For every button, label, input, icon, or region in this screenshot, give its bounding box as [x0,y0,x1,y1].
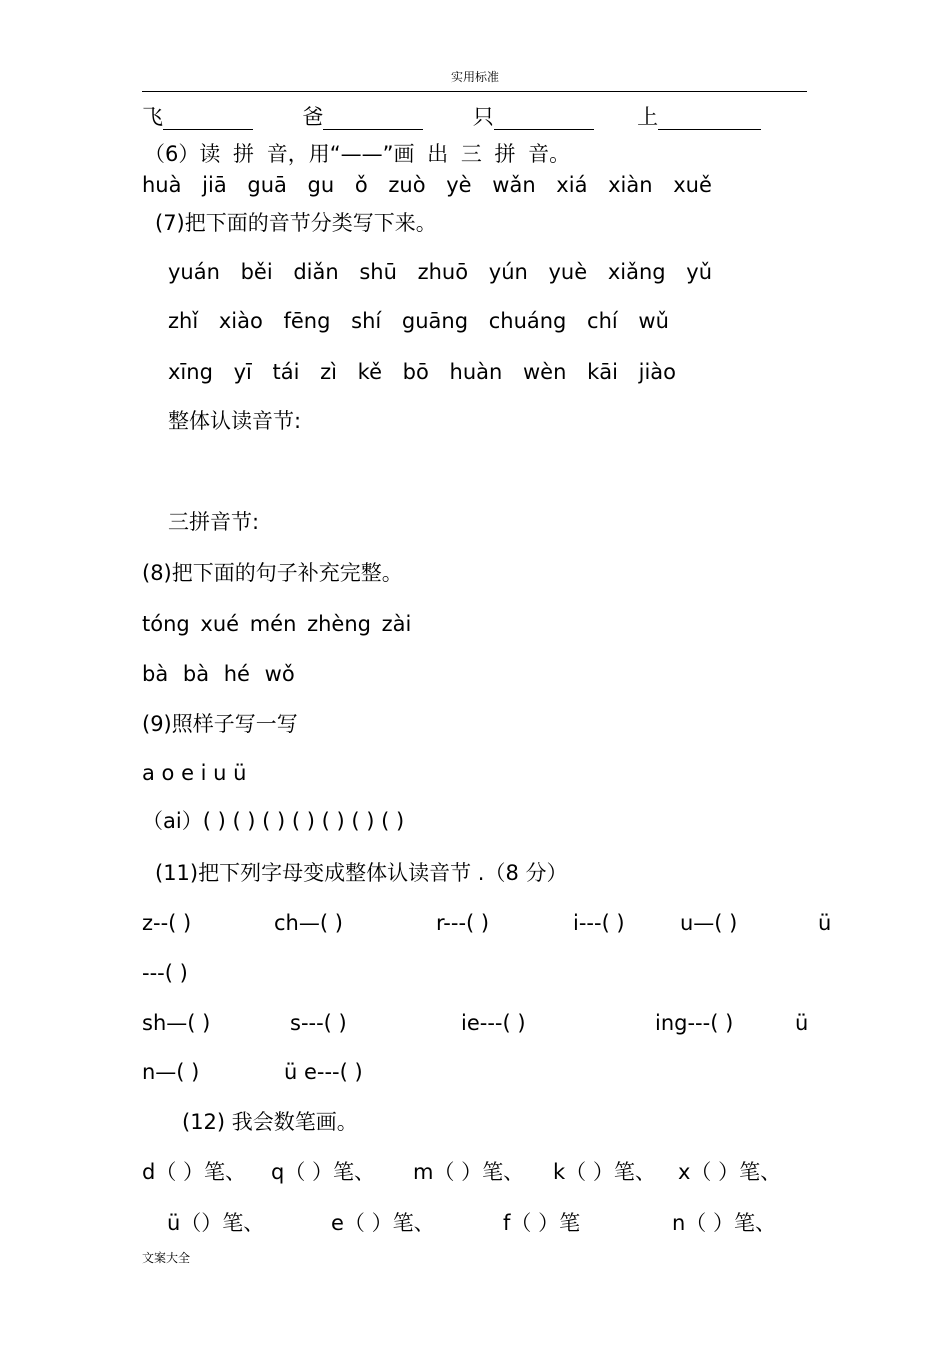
item-ie: ie---( ) [461,1011,526,1035]
question-7-title: (7)把下面的音节分类写下来。 [155,211,437,235]
question-7-row-3: xīng yī tái zì kě bō huàn wèn kāi jiào [168,360,676,384]
char-zhi: 只 [472,105,494,129]
label-three-part-syllables: 三拼音节: [168,510,260,534]
item-ve: ü e---( ) [284,1060,363,1084]
question-6-title: （6）读 拼 音，用“——”画 出 三 拼 音。 [144,142,571,166]
item-ch: ch—( ) [274,911,343,935]
blank-fei [163,109,253,130]
stroke-d: d（ ）笔、 [142,1160,247,1184]
question-8-sentence-1: tóng xué mén zhèng zài [142,612,412,636]
stroke-n: n（ ）笔、 [672,1211,776,1235]
stroke-k: k（ ）笔、 [553,1160,656,1184]
question-8-sentence-2: bà bà hé wǒ [142,662,295,686]
page-header: 实用标准 [450,70,499,84]
item-u: u—( ) [680,911,738,935]
question-8-title: (8)把下面的句子补充完整。 [142,561,403,585]
stroke-x: x（ ）笔、 [678,1160,782,1184]
question-9-example: a o e i u ü [142,761,247,785]
item-z: z--( ) [142,911,192,935]
char-fei: 飞 [142,105,163,129]
blank-ba [323,109,423,130]
question-7-row-1: yuán běi diǎn shū zhuō yún yuè xiǎng yǔ [168,260,713,284]
blank-zhi [494,109,594,130]
stroke-v: ü（）笔、 [167,1211,265,1235]
item-sh: sh—( ) [142,1011,211,1035]
label-whole-syllables: 整体认读音节: [168,409,302,433]
item-i: i---( ) [573,911,625,935]
question-11-row-1-continued: ---( ) [142,961,188,985]
item-v-2: ü [795,1011,809,1035]
header-rule [142,91,807,92]
question-9-title: (9)照样子写一写 [142,712,298,736]
item-ing: ing---( ) [655,1011,734,1035]
question-7-row-2: zhǐ xiào fēng shí guāng chuáng chí wǔ [168,309,669,333]
item-s: s---( ) [290,1011,347,1035]
question-6-pinyin: huà jiā guā gu ǒ zuò yè wǎn xiá xiàn xuě [142,173,712,197]
question-11-title: (11)把下列字母变成整体认读音节 .（8 分） [155,861,568,885]
stroke-m: m（ ）笔、 [413,1160,525,1184]
stroke-e: e（ ）笔、 [331,1211,435,1235]
question-12-title: (12) 我会数笔画。 [182,1110,358,1134]
page-footer: 文案大全 [142,1251,191,1265]
stroke-f: f（ ）笔 [503,1211,581,1235]
item-v: ü [818,911,832,935]
stroke-q: q（ ）笔、 [271,1160,376,1184]
item-n: n—( ) [142,1060,200,1084]
item-r: r---( ) [436,911,490,935]
char-shang: 上 [637,105,659,129]
question-9-answer-row: （ai）( ) ( ) ( ) ( ) ( ) ( ) ( ) [142,809,405,833]
char-ba: 爸 [302,105,324,129]
blank-shang [658,109,761,130]
fill-in-line [142,104,761,130]
